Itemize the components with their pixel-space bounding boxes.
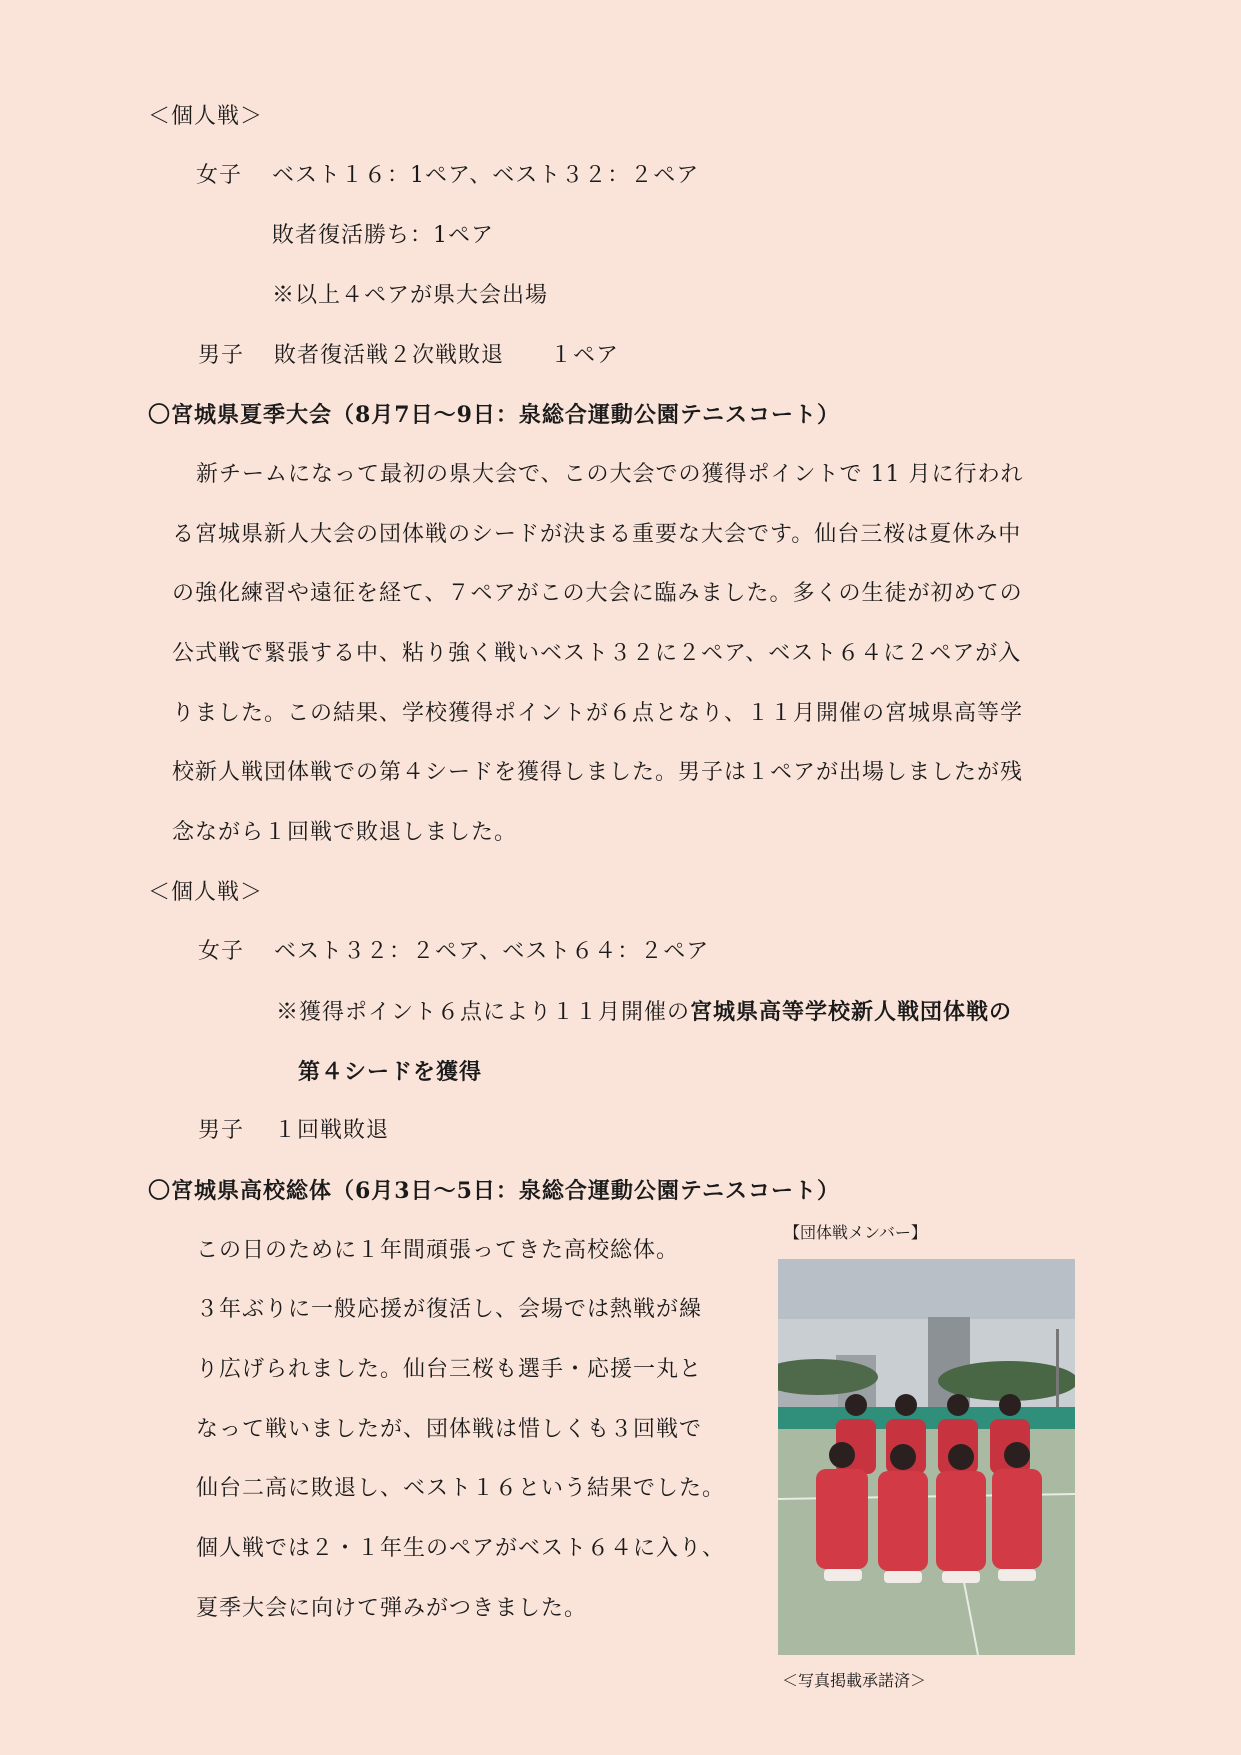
paragraph-line: 仙台二高に敗退し、ベスト１６という結果でした。	[196, 1476, 726, 1501]
paragraph-line: 校新人戦団体戦での第４シードを獲得しました。男子は１ペアが出場しましたが残	[172, 760, 1024, 785]
paragraph-line: 個人戦では２・１年生のペアがベスト６４に入り、	[196, 1536, 726, 1561]
paragraph-line: り広げられました。仙台三桜も選手・応援一丸と	[196, 1357, 703, 1382]
section-title: 〇宮城県夏季大会（8月7日〜9日：泉総合運動公園テニスコート）	[148, 402, 841, 428]
paragraph-line: りました。この結果、学校獲得ポイントが６点となり、１１月開催の宮城県高等学	[172, 701, 1024, 726]
girls-result-line: 敗者復活勝ち：1ペア	[272, 223, 494, 248]
girls-result-line: ベスト１６：1ペア、ベスト３２：２ペア	[272, 163, 700, 188]
paragraph-line: 新チームになって最初の県大会で、この大会での獲得ポイントで 11 月に行われ	[196, 462, 1024, 487]
paragraph-line: の強化練習や遠征を経て、７ペアがこの大会に臨みました。多くの生徒が初めての	[172, 581, 1023, 606]
boys-result: １回戦敗退	[274, 1118, 390, 1143]
paragraph-line: この日のために１年間頑張ってきた高校総体。	[196, 1238, 680, 1263]
girls-result: ベスト３２：２ペア、ベスト６４：２ペア	[274, 939, 710, 964]
section-title: 〇宮城県高校総体（6月3日〜5日：泉総合運動公園テニスコート）	[148, 1178, 841, 1204]
paragraph-line: る宮城県新人大会の団体戦のシードが決まる重要な大会です。仙台三桜は夏休み中	[172, 522, 1022, 547]
paragraph-line: なって戦いましたが、団体戦は惜しくも３回戦で	[196, 1417, 703, 1442]
paragraph-line: ３年ぶりに一般応援が復活し、会場では熱戦が繰	[196, 1297, 703, 1322]
paragraph-line: 公式戦で緊張する中、粘り強く戦いベスト３２に２ペア、ベスト６４に２ペアが入	[172, 641, 1022, 666]
boys-label: 男子	[198, 1118, 245, 1143]
boys-label: 男子	[198, 343, 245, 368]
seed-note-emphasis: 宮城県高等学校新人戦団体戦の	[690, 999, 1013, 1025]
team-photo	[778, 1259, 1075, 1655]
seed-note-text: ※獲得ポイント６点により１１月開催の	[276, 1000, 691, 1025]
photo-caption-top: 【団体戦メンバー】	[784, 1223, 927, 1242]
individual-heading: ＜個人戦＞	[148, 104, 264, 129]
girls-label: 女子	[198, 939, 245, 964]
seed-note	[276, 997, 1012, 1028]
seed-note-emphasis: 第４シードを獲得	[298, 1059, 483, 1085]
girls-label: 女子	[196, 163, 243, 188]
boys-result: 敗者復活戦２次戦敗退 １ペア	[274, 343, 620, 368]
individual-heading: ＜個人戦＞	[148, 880, 264, 905]
paragraph-line: 夏季大会に向けて弾みがつきました。	[196, 1596, 588, 1621]
girls-result-line: ※以上４ペアが県大会出場	[272, 283, 549, 308]
paragraph-line: 念ながら１回戦で敗退しました。	[172, 820, 518, 845]
photo-caption-bottom: ＜写真掲載承諾済＞	[782, 1671, 927, 1690]
